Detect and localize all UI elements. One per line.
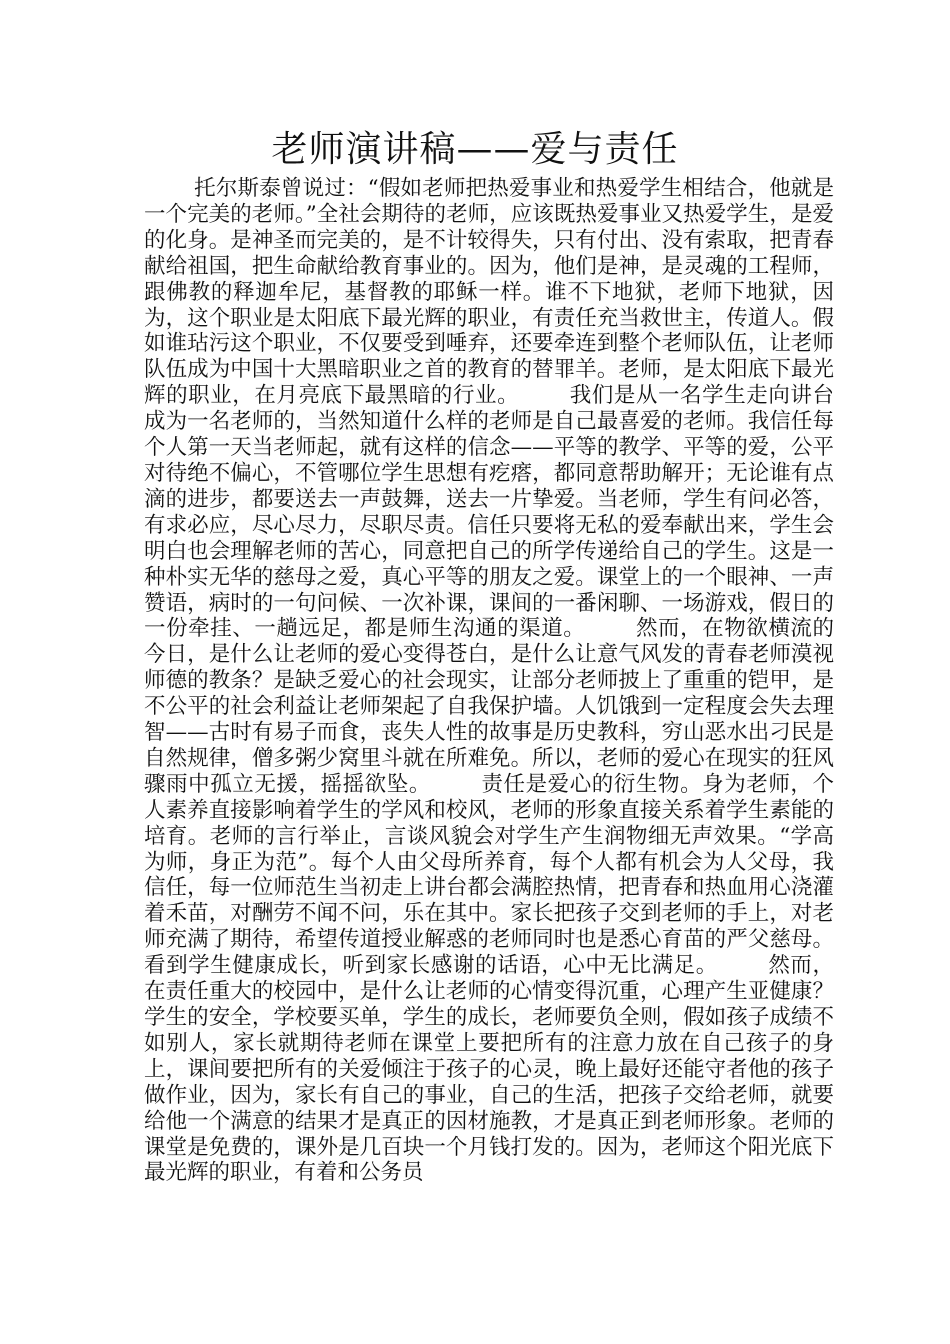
paragraph-2: 我们是从一名学生走向讲台成为一名老师的，当然知道什么样的老师是自己最喜爱的老师。我信任每个人第一天当老师起，就有这样的信念——平等的教学、平等的爱，公平对待绝不偏心，不管哪位学生思想有疙瘩，都同意帮助解开；无论谁有点滴的进步，都要送去一声鼓舞，送去一片挚爱。当老师，学生有问必答，有求必应，尽心尽力，尽职尽责。信任只要将无私的爱奉献出来，学生会明白也会理解老师的苦心，同意把自己的所学传递给自己的学生。这是一种朴实无华的慈母之爱，真心平等的朋友之爱。课堂上的一个眼神、一声赞语，病时的一句问候、一次补课，课间的一番闲聊、一场游戏，假日的一份牵挂、一趟远足，都是师生沟通的渠道。 xyxy=(144,383,834,642)
document-title: 老师演讲稿——爱与责任 xyxy=(271,129,679,170)
paragraph-1: 托尔斯泰曾说过：“假如老师把热爱事业和热爱学生相结合，他就是一个完美的老师。”全社会期待的老师，应该既热爱事业又热爱学生，是爱的化身。是神圣而完美的，是不计较得失，只有付出、没有索取，把青春献给祖国，把生命献给教育事业的。因为，他们是神，是灵魂的工程师，跟佛教的释迦牟尼，基督教的耶稣一样。谁不下地狱，老师下地狱，因为，这个职业是太阳底下最光辉的职业，有责任充当救世主，传道人。假如谁玷污这个职业，不仅要受到唾弃，还要牵连到整个老师队伍，让老师队伍成为中国十大黑暗职业之首的教育的替罪羊。老师，是太阳底下最光辉的职业，在月亮底下最黑暗的行业。 xyxy=(144,176,834,409)
document-body xyxy=(144,176,834,1186)
paragraph-5: 然而，在责任重大的校园中，是什么让老师的心情变得沉重，心理产生亚健康？学生的安全，学校要买单，学生的成长，老师要负全则，假如孩子成绩不如别人，家长就期待老师在课堂上要把所有的注意力放在自己孩子的身上，课间要把所有的关爱倾注于孩子的心灵，晚上最好还能守者他的孩子做作业，因为，家长有自己的事业，自己的生活，把孩子交给老师，就要给他一个满意的结果才是真正的因材施教，才是真正到老师形象。老师的课堂是免费的，课外是几百块一个月钱打发的。因为，老师这个阳光底下最光辉的职业，有着和公务员 xyxy=(144,953,834,1186)
paragraph-3: 然而，在物欲横流的今日，是什么让老师的爱心变得苍白，是什么让意气风发的青春老师漠视师德的教条？是缺乏爱心的社会现实，让部分老师披上了重重的铠甲，是不公平的社会利益让老师架起了自我保护墙。人饥饿到一定程度会失去理智——古时有易子而食，丧失人性的故事是历史教科，穷山恶水出刁民是自然规律，僧多粥少窝里斗就在所难免。所以，老师的爱心在现实的狂风骤雨中孤立无援，摇摇欲坠。 xyxy=(144,616,834,797)
paragraph-4: 责任是爱心的衍生物。身为老师，个人素养直接影响着学生的学风和校风，老师的形象直接关系着学生素能的培育。老师的言行举止，言谈风貌会对学生产生润物细无声效果。“学高为师，身正为范”。每个人由父母所养育，每个人都有机会为人父母，我信任，每一位师范生当初走上讲台都会满腔热情，把青春和热血用心浇灌着禾苗，对酬劳不闻不问，乐在其中。家长把孩子交到老师的手上，对老师充满了期待，希望传道授业解惑的老师同时也是悉心育苗的严父慈母。看到学生健康成长，听到家长感谢的话语，心中无比满足。 xyxy=(144,771,834,979)
